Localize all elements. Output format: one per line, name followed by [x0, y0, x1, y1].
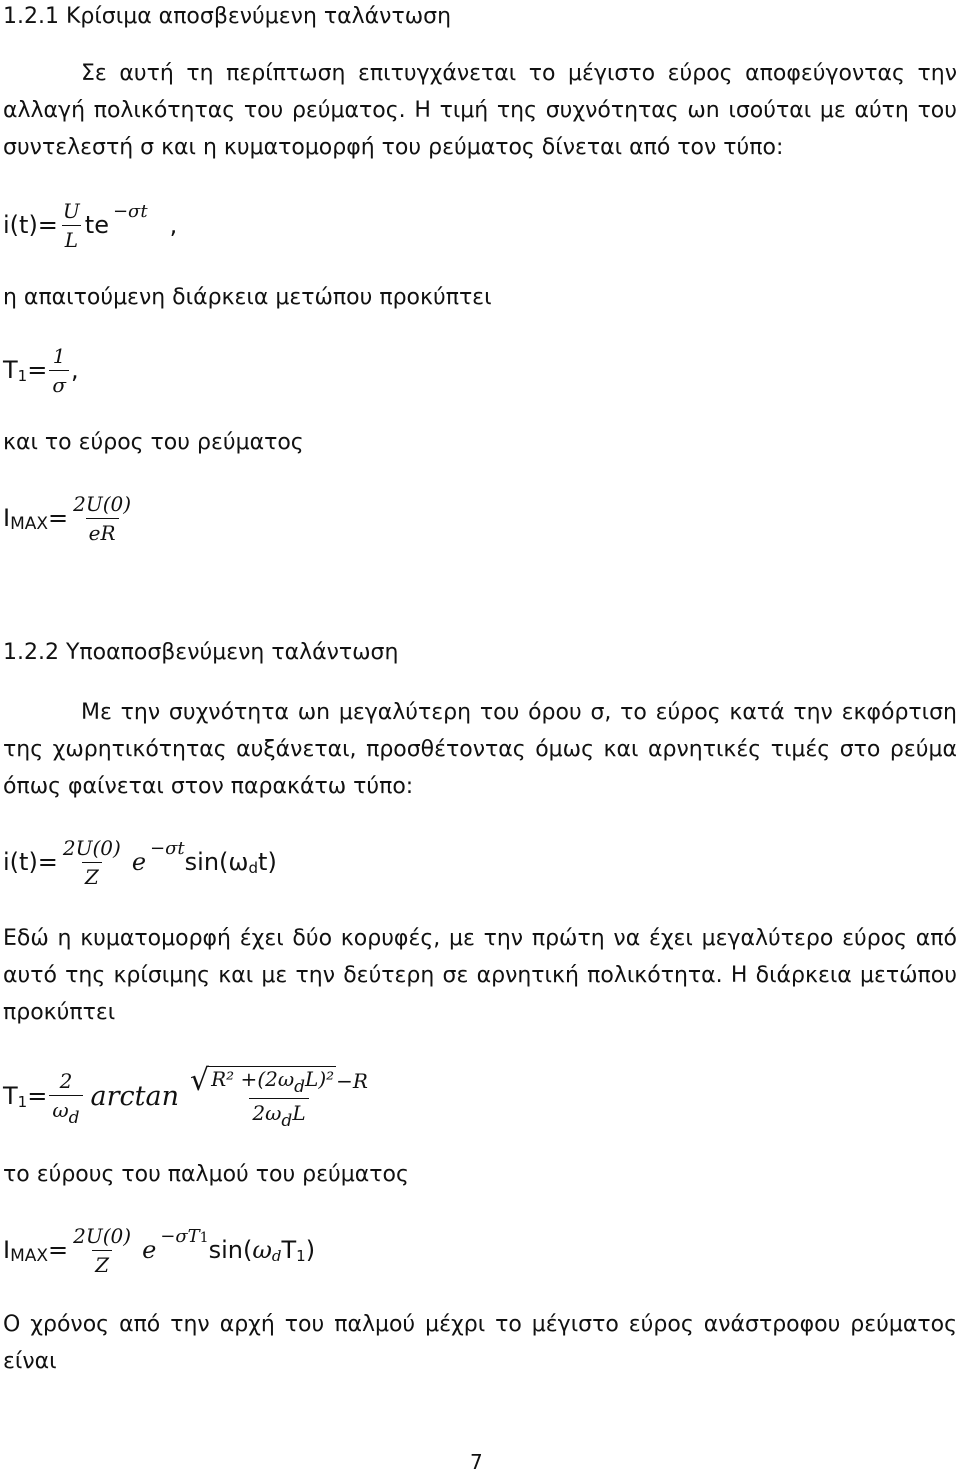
fraction-numerator: U [62, 198, 80, 223]
text-duration: η απαιτούμενη διάρκεια μετώπου προκύπτει [3, 285, 492, 310]
fraction-denominator: L [62, 225, 81, 252]
formula-underdamped-Imax: I MAX = $\frac{2U(0)}{Z}$ e −σT1 sin( ω d T 1 ) [3, 1223, 316, 1277]
section-heading-1-2-1: 1.2.1 Κρίσιμα αποσβενύμενη ταλάντωση [3, 4, 452, 29]
text-amplitude: και το εύρος του ρεύματος [3, 430, 304, 455]
section-2-paragraph: Με την συχνότητα ωn μεγαλύτερη του όρου σ, το εύρος κατά την εκφόρτιση της χωρητικότητας αυξάνεται, προσθέτοντας όμως και αρνητικές τιμές στο ρεύμα όπως φαίνεται στον παρακάτω τύπο: [3, 700, 957, 799]
text-pulse-amplitude: το εύρους του παλμού του ρεύματος [3, 1162, 409, 1187]
page-number: 7 [470, 1450, 483, 1474]
section-2-paragraph-3: Ο χρόνος από την αρχή του παλμού μέχρι το μέγιστο εύρος ανάστροφου ρεύματος είναι [3, 1312, 957, 1374]
formula-critical-current: i(t)= $\frac{U}{L}$ te −σt , [3, 198, 178, 252]
section-1-paragraph: Σε αυτή τη περίπτωση επιτυγχάνεται το μέγιστο εύρος αποφεύγοντας την αλλαγή πολικότητας του ρεύματος. Η τιμή της συχνότητας ωn ισούται με αύτη του συντελεστή σ και η κυματομορφή του ρεύματος δίνεται από τον τύπο: [3, 61, 957, 160]
formula-critical-Imax: I MAX = $\frac{2U(0)}{eR}$ [3, 491, 132, 545]
formula-underdamped-T1: T 1 = $\frac{2}{\omega_d}$ arctan √ $R^2 +(2\omega_dL)^2$ −R $2\omega_dL$ [3, 1062, 368, 1131]
section-heading-1-2-2: 1.2.2 Υποαποσβενύμενη ταλάντωση [3, 640, 399, 665]
formula-underdamped-current: i(t)= $\frac{2U(0)}{Z}$ e −σt sin(ω d t) [3, 835, 277, 889]
formula-critical-T1: T 1 = $\frac{1}{\sigma}$ , [3, 343, 79, 397]
section-2-paragraph-2: Εδώ η κυματομορφή έχει δύο κορυφές, με την πρώτη να έχει μεγαλύτερο εύρος από αυτό της κρίσιμης και με την δεύτερη σε αρνητική πολικότητα. Η διάρκεια μετώπου προκύπτει [3, 926, 957, 1025]
